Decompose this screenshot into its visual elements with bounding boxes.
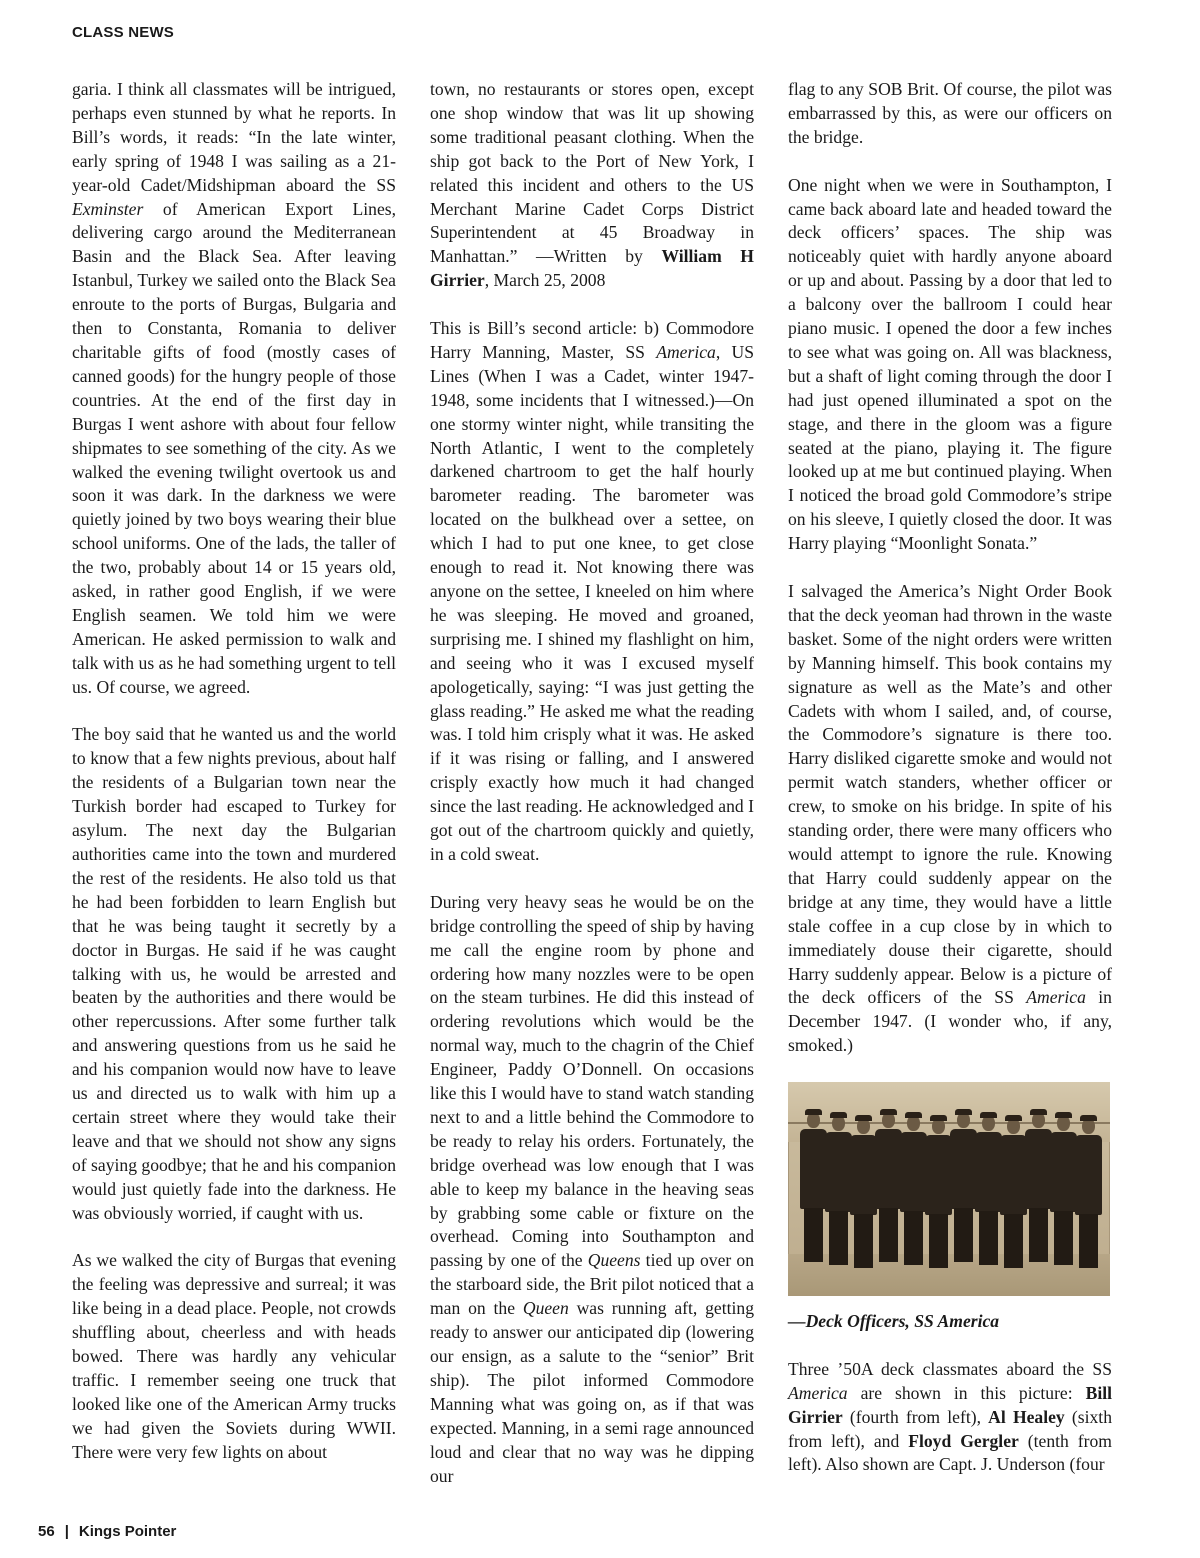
text-run: in December 1947. (I wonder who, if any, smoked.) — [788, 987, 1112, 1056]
text-run: Three ’50A deck classmates aboard the SS — [788, 1358, 1112, 1379]
text-run: are shown in this picture: — [847, 1382, 1086, 1403]
text-run: (tenth from left). Also shown are Capt. J. Underson (four — [788, 1430, 1112, 1475]
paragraph — [430, 317, 754, 867]
officer-figure — [925, 1118, 952, 1268]
text-run: I salvaged the America’s Night Order Book that the deck yeoman had thrown in the waste basket. Some of the night orders were written by Manning himself. This book contains my signature as well as the Mate’s and other Cadets with whom I sailed, and, of course, the Commodore’s signature is there too. Harry disliked cigarette smoke and would not permit watch standers, whether officer or crew, to smoke on his bridge. In spite of his standing order, there were many officers who would attempt to ignore the rule. Knowing that Harry could suddenly appear on the bridge at any time, they would have a little stale coffee in a cup close by in which to immediately douse their cigarette, should Harry suddenly appear. Below is a picture of the deck officers of the SS — [788, 581, 1112, 1008]
text-run: was running aft, getting ready to answer our anticipated dip (lowering our ensign, as a salute to the “senior” Brit ship). The pilot informed Commodore Manning what was going on, as if that was expected. Manning, in a semi rage announced loud and clear that no way was he dipping our — [430, 1298, 754, 1486]
section-header: CLASS NEWS — [72, 24, 175, 41]
officer-figure — [1050, 1115, 1077, 1265]
text-run: , US Lines (When I was a Cadet, winter 1947-1948, some incidents that I witnessed.)—On one stormy winter night, while transiting the North Atlantic, I went to the completely darkened chartroom to get the half hourly barometer reading. The barometer was located on the bulkhead over a settee, on which I had to put one knee, to get close enough to read it. Not knowing there was anyone on the settee, I kneeled on him where he was sleeping. He moved and groaned, surprising me. I shined my flashlight on him, and seeing who it was I excused myself apologetically, saying: “I was just getting the glass reading.” He asked me what the reading was. I told him crisply what it was. He asked if it was rising or falling, and I answered crisply exactly how much it had changed since the last reading. He acknowledged and I got out of the chartroom quickly and quietly, in a cold sweat. — [430, 341, 754, 864]
deck-officers-photo — [788, 1082, 1110, 1296]
officer-figure — [1075, 1118, 1102, 1268]
officer-figure — [875, 1112, 902, 1262]
paragraph — [72, 723, 396, 1225]
text-run: (sixth from left), and — [788, 1406, 1112, 1451]
text-run: of American Export Lines, delivering cargo around the Mediterranean Basin and the Black Sea. After leaving Istanbul, Turkey we sailed onto the Black Sea enroute to the ports of Burgas, Bulgaria and then to Constanta, Romania to deliver charitable gifts of food (mostly cases of canned goods) for the hungry people of those countries. At the end of the first day in Burgas I went ashore with about four fellow shipmates to see something of the city. As we walked the evening twilight overtook us and soon it was dark. In the darkness we were quietly joined by two boys wearing their blue school uniforms. One of the lads, the taller of the two, probably about 14 or 15 years old, asked, in rather good English, if we were English seamen. We told him we were American. He asked permission to walk and talk with us as he had something urgent to tell us. Of course, we agreed. — [72, 198, 396, 697]
text-run: flag to any SOB Brit. Of course, the pilot was embarrassed by this, as were our officers on the bridge. — [788, 79, 1112, 147]
text-run: (fourth from left), — [842, 1406, 989, 1427]
officer-figure — [1025, 1112, 1052, 1262]
text-run: tied up over on the starboard side, the Brit pilot noticed that a man on the — [430, 1250, 754, 1319]
bold-name: Al Healey — [988, 1406, 1065, 1427]
officer-figure — [950, 1112, 977, 1262]
bold-name: Bill Girrier — [788, 1382, 1112, 1427]
text-run: garia. I think all classmates will be intrigued, perhaps even stunned by what he reports. In Bill’s words, it reads: “In the late winter, early spring of 1948 I was sailing as a 21-year-old Cadet/Midshipman aboard the SS — [72, 79, 396, 195]
officer-figure — [800, 1112, 827, 1262]
text-run: This is Bill’s second article: b) Commodore Harry Manning, Master, SS — [430, 318, 754, 362]
officer-figure — [850, 1118, 877, 1268]
italic-text: America — [656, 341, 716, 362]
text-run: As we walked the city of Burgas that evening the feeling was depressive and surreal; it was like being in a dead place. People, not crowds shuffling about, cheerless and with heads bowed. There was hardly any vehicular traffic. I remember seeing one truck that looked like one of the American Army trucks we had given the Soviets during WWII. There were very few lights on about — [72, 1250, 396, 1462]
publication-name: Kings Pointer — [78, 1523, 177, 1540]
paragraph — [788, 174, 1112, 557]
paragraph — [788, 78, 1112, 150]
italic-text: America — [1026, 987, 1086, 1008]
paragraph — [788, 580, 1112, 1058]
italic-text: Exminster — [72, 198, 144, 219]
page-footer — [38, 1523, 176, 1540]
text-run: The boy said that he wanted us and the world to know that a few nights previous, about half the residents of a Bulgarian town near the Turkish border had escaped to Turkey for asylum. The next day the Bulgarian authorities came into the town and murdered the rest of the residents. He also told us that he had been forbidden to learn English but that he was being taught it secretly by a doctor in Burgas. He said if he was caught talking with us, he would be arrested and beaten by the authorities and there would be other repercussions. After some further talk and answering questions from us he said he and his companion would now have to leave us and directed us to walk with him up a certain street where they would take their leave and that we should not show any signs of saying goodbye; that he and his companion would just quietly fade into the darkness. He was obviously worried, if caught with us. — [72, 724, 396, 1223]
text-run: One night when we were in Southampton, I came back aboard late and headed toward the deck officers’ spaces. The ship was noticeably quiet with hardly anyone aboard or up and about. Passing by a door that led to a balcony over the ballroom I could hear piano music. I opened the door a few inches to see what was going on. All was blackness, but a shaft of light coming through the door I had just opened illuminated a spot on the stage, and there in the gloom was a figure seated at the piano, playing it. The figure looked up at me but continued playing. When I noticed the broad gold Commodore’s stripe on his sleeve, I quietly closed the door. It was Harry playing “Moonlight Sonata.” — [788, 174, 1112, 554]
page-number: 56 — [38, 1523, 55, 1540]
bold-name: William H Girrier — [430, 246, 754, 291]
officer-figure — [825, 1115, 852, 1265]
paragraph — [788, 1358, 1112, 1478]
italic-text: America — [788, 1382, 848, 1403]
column-3 — [788, 78, 1112, 1477]
photo-caption: —Deck Officers, SS America — [788, 1311, 1000, 1332]
footer-separator: | — [64, 1523, 69, 1540]
paragraph — [430, 891, 754, 1489]
paragraph — [430, 78, 754, 293]
officer-figure — [1000, 1118, 1027, 1268]
paragraph — [72, 1249, 396, 1464]
italic-text: Queen — [522, 1298, 569, 1319]
italic-text: Queens — [587, 1250, 641, 1271]
text-run: During very heavy seas he would be on the bridge controlling the speed of ship by having me call the engine room by phone and ordering how many nozzles were to be open on the steam turbines. He did this instead of ordering revolutions which would be the normal way, much to the chagrin of the Chief Engineer, Paddy O’Donnell. On occasions like this I would have to stand watch standing next to and a little behind the Commodore to be ready to relay his orders. Fortunately, the bridge overhead was low enough that I was able to keep my balance in the heaving seas by grabbing some cable or fixture on the overhead. Coming into Southampton and passing by one of the — [430, 891, 754, 1271]
text-run: town, no restaurants or stores open, except one shop window that was lit up showing some traditional peasant clothing. When the ship got back to the Port of New York, I related this incident and others to the US Merchant Marine Cadet Corps District Superintendent at 45 Broadway in Manhattan.” —Written by — [430, 79, 754, 267]
bold-name: Floyd Gergler — [908, 1430, 1019, 1451]
officer-figure — [900, 1115, 927, 1265]
officer-figure — [975, 1115, 1002, 1265]
paragraph — [72, 78, 396, 700]
text-run: , March 25, 2008 — [484, 270, 606, 291]
column-1 — [72, 78, 396, 1465]
column-2 — [430, 78, 754, 1488]
